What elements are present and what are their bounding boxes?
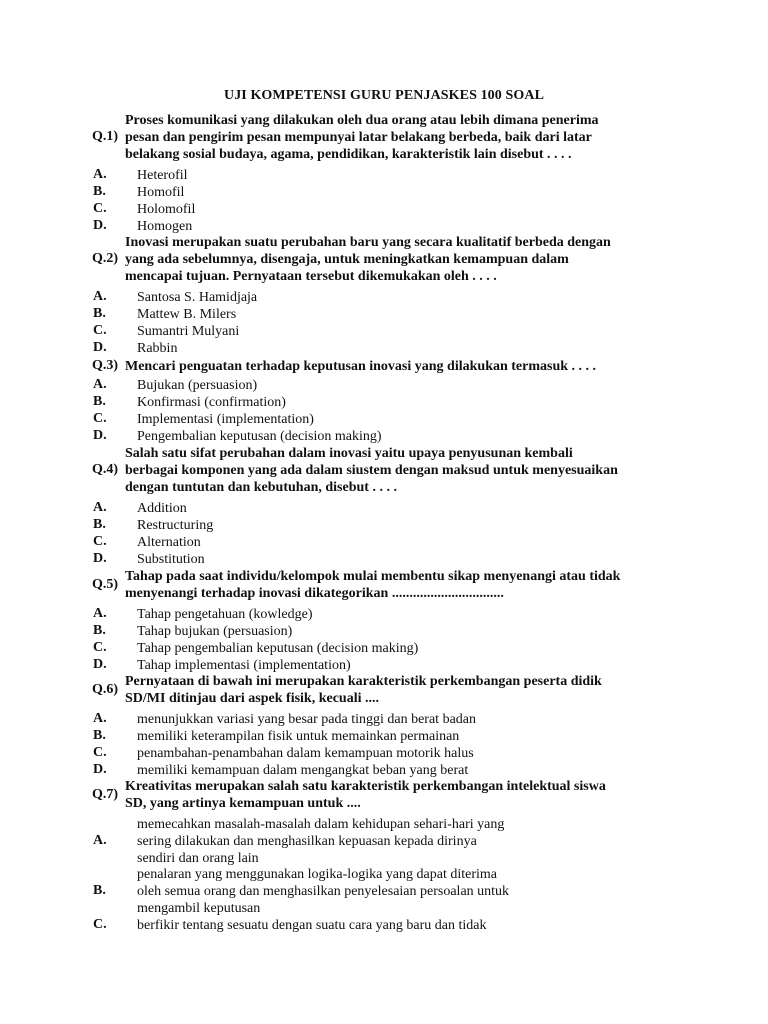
- option-text: Alternation: [137, 535, 201, 550]
- option-letter: D.: [93, 340, 107, 355]
- question-number: Q.4): [92, 462, 119, 477]
- option-letter: B.: [93, 184, 106, 199]
- option-letter: C.: [93, 411, 107, 426]
- option-line: sering dilakukan dan menghasilkan kepuasan kepada dirinya: [137, 834, 477, 849]
- question-line: Mencari penguatan terhadap keputusan inovasi yang dilakukan termasuk . . . .: [125, 359, 597, 374]
- option-line: mengambil keputusan: [137, 901, 261, 916]
- question-line: Kreativitas merupakan salah satu karakteristik perkembangan intelektual siswa: [125, 779, 606, 794]
- question-text: [125, 234, 685, 285]
- question-line: berbagai komponen yang ada dalam siustem dengan maksud untuk menyesuaikan: [125, 463, 618, 478]
- question-line: menyenangi terhadap inovasi dikategorikan ................................: [125, 586, 504, 601]
- option-letter: B.: [93, 883, 106, 898]
- option-text: Sumantri Mulyani: [137, 324, 240, 339]
- option-text: memiliki kemampuan dalam mengangkat beban yang berat: [137, 763, 469, 778]
- option-text: Mattew B. Milers: [137, 307, 237, 322]
- question-number: Q.2): [92, 251, 119, 266]
- question-text: [125, 445, 685, 496]
- option-letter: D.: [93, 428, 107, 443]
- option-letter: C.: [93, 323, 107, 338]
- option-text: Tahap bujukan (persuasion): [137, 624, 293, 639]
- option-text: Heterofil: [137, 168, 188, 183]
- question-line: Pernyataan di bawah ini merupakan karakteristik perkembangan peserta didik: [125, 674, 602, 689]
- option-text: Tahap pengetahuan (kowledge): [137, 607, 313, 622]
- option-letter: B.: [93, 394, 106, 409]
- option-text: penambahan-penambahan dalam kemampuan motorik halus: [137, 746, 474, 761]
- question-line: SD, yang artinya kemampuan untuk ....: [125, 796, 361, 811]
- option-letter: D.: [93, 657, 107, 672]
- option-text: Homofil: [137, 185, 185, 200]
- option-letter: A.: [93, 833, 107, 848]
- question-text: [125, 358, 685, 375]
- option-text: Rabbin: [137, 341, 178, 356]
- option-line: oleh semua orang dan menghasilkan penyelesaian persoalan untuk: [137, 884, 510, 899]
- page-title: UJI KOMPETENSI GURU PENJASKES 100 SOAL: [223, 88, 545, 103]
- option-line: memecahkan masalah-masalah dalam kehidupan sehari-hari yang: [137, 817, 505, 832]
- question-number: Q.7): [92, 787, 119, 802]
- question-number: Q.3): [92, 358, 119, 373]
- option-text: Konfirmasi (confirmation): [137, 395, 286, 410]
- question-number: Q.1): [92, 129, 119, 144]
- option-text: menunjukkan variasi yang besar pada tinggi dan berat badan: [137, 712, 476, 727]
- option-line: penalaran yang menggunakan logika-logika yang dapat diterima: [137, 867, 497, 882]
- question-text: [125, 112, 685, 163]
- option-letter: B.: [93, 728, 106, 743]
- option-text: [137, 917, 486, 934]
- option-letter: D.: [93, 762, 107, 777]
- question-line: belakang sosial budaya, agama, pendidikan, karakteristik lain disebut . . . .: [125, 147, 572, 162]
- question-line: Tahap pada saat individu/kelompok mulai membentu sikap menyenangi atau tidak: [125, 569, 621, 584]
- option-letter: C.: [93, 534, 107, 549]
- option-text: Santosa S. Hamidjaja: [137, 290, 258, 305]
- option-letter: D.: [93, 218, 107, 233]
- option-letter: B.: [93, 306, 106, 321]
- question-line: mencapai tujuan. Pernyataan tersebut dikemukakan oleh . . . .: [125, 269, 497, 284]
- option-letter: A.: [93, 606, 107, 621]
- question-line: dengan tuntutan dan kebutuhan, disebut . . . .: [125, 480, 397, 495]
- option-letter: A.: [93, 377, 107, 392]
- question-text: [125, 778, 685, 812]
- option-letter: D.: [93, 551, 107, 566]
- option-text: Substitution: [137, 552, 205, 567]
- option-text: Tahap pengembalian keputusan (decision making): [137, 641, 419, 656]
- option-text: Homogen: [137, 219, 193, 234]
- option-letter: B.: [93, 517, 106, 532]
- question-number: Q.6): [92, 682, 119, 697]
- option-text: memiliki keterampilan fisik untuk memainkan permainan: [137, 729, 460, 744]
- option-letter: A.: [93, 500, 107, 515]
- option-text: Bujukan (persuasion): [137, 378, 258, 393]
- option-letter: A.: [93, 711, 107, 726]
- question-text: [125, 568, 685, 602]
- option-text: [137, 816, 504, 867]
- option-letter: C.: [93, 745, 107, 760]
- option-letter: A.: [93, 167, 107, 182]
- option-letter: A.: [93, 289, 107, 304]
- question-line: Salah satu sifat perubahan dalam inovasi yaitu upaya penyusunan kembali: [125, 446, 573, 461]
- question-line: pesan dan pengirim pesan mempunyai latar belakang berbeda, baik dari latar: [125, 130, 592, 145]
- option-text: Addition: [137, 501, 187, 516]
- option-text: [137, 866, 509, 917]
- option-letter: C.: [93, 201, 107, 216]
- question-line: Inovasi merupakan suatu perubahan baru yang secara kualitatif berbeda dengan: [125, 235, 611, 250]
- option-text: Implementasi (implementation): [137, 412, 314, 427]
- question-number: Q.5): [92, 577, 119, 592]
- question-line: SD/MI ditinjau dari aspek fisik, kecuali ....: [125, 691, 379, 706]
- option-text: Pengembalian keputusan (decision making): [137, 429, 382, 444]
- option-letter: C.: [93, 640, 107, 655]
- option-text: Restructuring: [137, 518, 214, 533]
- option-letter: C.: [93, 917, 107, 932]
- question-line: Proses komunikasi yang dilakukan oleh dua orang atau lebih dimana penerima: [125, 113, 599, 128]
- option-letter: B.: [93, 623, 106, 638]
- question-text: [125, 673, 685, 707]
- option-line: sendiri dan orang lain: [137, 851, 259, 866]
- option-line: berfikir tentang sesuatu dengan suatu cara yang baru dan tidak: [137, 918, 487, 933]
- question-line: yang ada sebelumnya, disengaja, untuk meningkatkan kemampuan dalam: [125, 252, 569, 267]
- option-text: Tahap implementasi (implementation): [137, 658, 351, 673]
- option-text: Holomofil: [137, 202, 196, 217]
